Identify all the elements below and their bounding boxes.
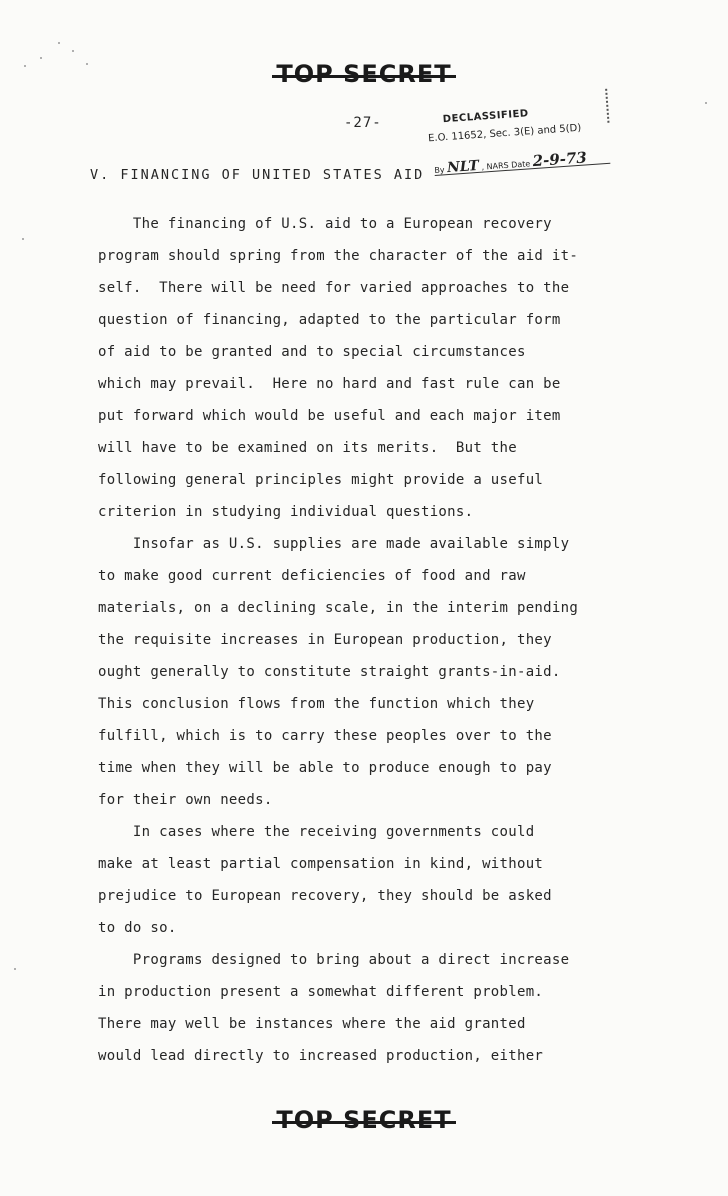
text-line: materials, on a declining scale, in the interim pending: [98, 600, 579, 616]
stamp-authority: E.O. 11652, Sec. 3(E) and 5(D): [427, 122, 582, 145]
text-line: criterion in studying individual questions.: [98, 504, 474, 520]
bottom-classification-marking: TOP SECRET: [276, 1106, 452, 1134]
text-line: would lead directly to increased production, either: [98, 1048, 544, 1064]
paper-speck: [705, 102, 707, 104]
section-heading: V. FINANCING OF UNITED STATES AID: [90, 167, 425, 183]
paper-speck: [86, 63, 88, 65]
text-line: for their own needs.: [98, 792, 273, 808]
text-line: following general principles might provide a useful: [98, 472, 544, 488]
paper-speck: [72, 50, 74, 52]
text-line: to do so.: [98, 920, 177, 936]
text-line: will have to be examined on its merits. But the: [98, 440, 517, 456]
text-line: put forward which would be useful and each major item: [98, 408, 561, 424]
text-line: prejudice to European recovery, they should be asked: [98, 888, 552, 904]
stamp-perforation-mark: [593, 89, 609, 124]
declassified-stamp: [418, 94, 623, 192]
page-number: -27-: [344, 115, 382, 131]
text-line: question of financing, adapted to the particular form: [98, 312, 561, 328]
text-line: The financing of U.S. aid to a European recovery: [98, 216, 552, 232]
text-line: In cases where the receiving governments could: [98, 824, 535, 840]
text-line: This conclusion flows from the function which they: [98, 696, 535, 712]
text-line: in production present a somewhat different problem.: [98, 984, 544, 1000]
text-line: the requisite increases in European production, they: [98, 632, 552, 648]
stamp-initials: NLT: [446, 157, 480, 177]
paper-speck: [58, 42, 60, 44]
stamp-title: DECLASSIFIED: [442, 108, 530, 126]
text-line: fulfill, which is to carry these peoples over to the: [98, 728, 552, 744]
body-text: [98, 208, 638, 1072]
stamp-by-label: By: [434, 165, 445, 175]
paper-speck: [40, 57, 42, 59]
text-line: of aid to be granted and to special circumstances: [98, 344, 526, 360]
text-line: time when they will be able to produce enough to pay: [98, 760, 552, 776]
paper-speck: [14, 968, 16, 970]
text-line: which may prevail. Here no hard and fast rule can be: [98, 376, 561, 392]
stamp-agency-label: , NARS Date: [481, 159, 531, 172]
text-line: There may well be instances where the aid granted: [98, 1016, 526, 1032]
text-line: to make good current deficiencies of food and raw: [98, 568, 526, 584]
text-line: program should spring from the character of the aid it-: [98, 248, 579, 264]
paper-speck: [24, 65, 26, 67]
text-line: self. There will be need for varied approaches to the: [98, 280, 570, 296]
top-classification-marking: TOP SECRET: [276, 60, 452, 88]
text-line: Insofar as U.S. supplies are made available simply: [98, 536, 570, 552]
text-line: ought generally to constitute straight grants-in-aid.: [98, 664, 561, 680]
text-line: make at least partial compensation in kind, without: [98, 856, 544, 872]
paper-speck: [22, 238, 24, 240]
text-line: Programs designed to bring about a direct increase: [98, 952, 570, 968]
stamp-date: 2-9-73: [531, 148, 588, 171]
